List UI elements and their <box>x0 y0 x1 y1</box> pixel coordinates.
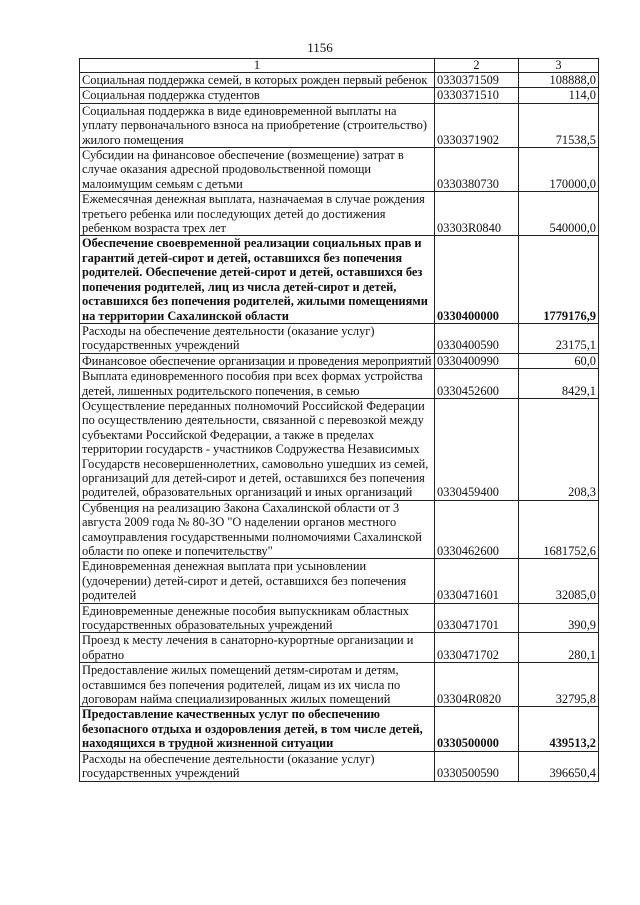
row-sum: 540000,0 <box>519 192 599 236</box>
row-code: 0330459400 <box>435 398 519 500</box>
table-row <box>80 73 599 88</box>
row-sum: 71538,5 <box>519 103 599 147</box>
row-name: Социальная поддержка в виде единовременной выплаты на уплату первоначального взноса на приобретение (строительство) жилого помещения <box>80 103 435 147</box>
row-sum: 114,0 <box>519 88 599 103</box>
row-name: Осуществление переданных полномочий Российской Федерации по осуществлению деятельности, связанной с перевозкой между субъектами Российской Федерации, а также в пределах территории государств - участников Содружества Независимых Государств несовершеннолетних, самовольно ушедших из семей, организаций для детей-сирот и детей, оставшихся без попечения родителей, образовательных организаций и иных организаций <box>80 398 435 500</box>
row-code: 0330400990 <box>435 353 519 368</box>
row-name: Субвенция на реализацию Закона Сахалинской области от 3 августа 2009 года № 80-ЗО "О наделении органов местного самоуправления государственными полномочиями Сахалинской области по опеке и попечительству" <box>80 500 435 559</box>
table-row <box>80 707 599 751</box>
row-sum: 23175,1 <box>519 323 599 353</box>
table-row <box>80 603 599 633</box>
row-name: Социальная поддержка семей, в которых рожден первый ребенок <box>80 73 435 88</box>
row-code: 0330400590 <box>435 323 519 353</box>
table-row <box>80 353 599 368</box>
row-name: Предоставление качественных услуг по обеспечению безопасного отдыха и оздоровления детей, в том числе детей, находящихся в трудной жизненной ситуации <box>80 707 435 751</box>
row-code: 0330380730 <box>435 148 519 192</box>
table-row <box>80 323 599 353</box>
row-name: Единовременные денежные пособия выпускникам областных государственных образовательных учреждений <box>80 603 435 633</box>
table-row <box>80 751 599 781</box>
table-row <box>80 559 599 603</box>
row-code: 0330500000 <box>435 707 519 751</box>
row-name: Субсидии на финансовое обеспечение (возмещение) затрат в случае оказания адресной продовольственной помощи малоимущим семьям с детьми <box>80 148 435 192</box>
table-row <box>80 148 599 192</box>
row-code: 03303R0840 <box>435 192 519 236</box>
row-code: 03304R0820 <box>435 663 519 707</box>
page-number: 1156 <box>307 40 333 55</box>
row-sum: 108888,0 <box>519 73 599 88</box>
table-row <box>80 88 599 103</box>
row-code: 0330371902 <box>435 103 519 147</box>
row-sum: 390,9 <box>519 603 599 633</box>
row-sum: 208,3 <box>519 398 599 500</box>
row-code: 0330400000 <box>435 236 519 323</box>
row-code: 0330371510 <box>435 88 519 103</box>
row-sum: 396650,4 <box>519 751 599 781</box>
table-row <box>80 103 599 147</box>
row-sum: 1779176,9 <box>519 236 599 323</box>
table-row <box>80 633 599 663</box>
row-sum: 439513,2 <box>519 707 599 751</box>
row-sum: 60,0 <box>519 353 599 368</box>
row-name: Обеспечение своевременной реализации социальных прав и гарантий детей-сирот и детей, оставшихся без попечения родителей. Обеспечение детей-сирот и детей, оставшихся без попечения родителей, лиц из числа детей-сирот и детей, оставшихся без попечения родителей, жилыми помещениями на территории Сахалинской области <box>80 236 435 323</box>
row-name: Расходы на обеспечение деятельности (оказание услуг) государственных учреждений <box>80 323 435 353</box>
header-row <box>80 59 599 73</box>
row-code: 0330471701 <box>435 603 519 633</box>
row-sum: 170000,0 <box>519 148 599 192</box>
row-name: Расходы на обеспечение деятельности (оказание услуг) государственных учреждений <box>80 751 435 781</box>
budget-table <box>79 58 599 782</box>
row-code: 0330462600 <box>435 500 519 559</box>
row-name: Ежемесячная денежная выплата, назначаемая в случае рождения третьего ребенка или последующих детей до достижения ребенком возраста трех лет <box>80 192 435 236</box>
table-row <box>80 192 599 236</box>
header-col-name: 1 <box>80 59 435 73</box>
row-sum: 32795,8 <box>519 663 599 707</box>
header-col-sum: 3 <box>519 59 599 73</box>
row-name: Социальная поддержка студентов <box>80 88 435 103</box>
table-header <box>80 59 599 73</box>
row-name: Предоставление жилых помещений детям-сиротам и детям, оставшимся без попечения родителей, лицам из их числа по договорам найма специализированных жилых помещений <box>80 663 435 707</box>
row-code: 0330500590 <box>435 751 519 781</box>
row-sum: 8429,1 <box>519 369 599 399</box>
header-col-code: 2 <box>435 59 519 73</box>
row-code: 0330471702 <box>435 633 519 663</box>
row-code: 0330452600 <box>435 369 519 399</box>
table-row <box>80 369 599 399</box>
row-sum: 280,1 <box>519 633 599 663</box>
row-name: Выплата единовременного пособия при всех формах устройства детей, лишенных родительского попечения, в семью <box>80 369 435 399</box>
row-name: Финансовое обеспечение организации и проведения мероприятий <box>80 353 435 368</box>
table-body <box>80 73 599 782</box>
table-row <box>80 500 599 559</box>
row-sum: 32085,0 <box>519 559 599 603</box>
row-code: 0330471601 <box>435 559 519 603</box>
row-code: 0330371509 <box>435 73 519 88</box>
row-name: Единовременная денежная выплата при усыновлении (удочерении) детей-сирот и детей, оставшихся без попечения родителей <box>80 559 435 603</box>
table-row <box>80 663 599 707</box>
table-row <box>80 236 599 323</box>
table-row <box>80 398 599 500</box>
row-name: Проезд к месту лечения в санаторно-курортные организации и обратно <box>80 633 435 663</box>
row-sum: 1681752,6 <box>519 500 599 559</box>
